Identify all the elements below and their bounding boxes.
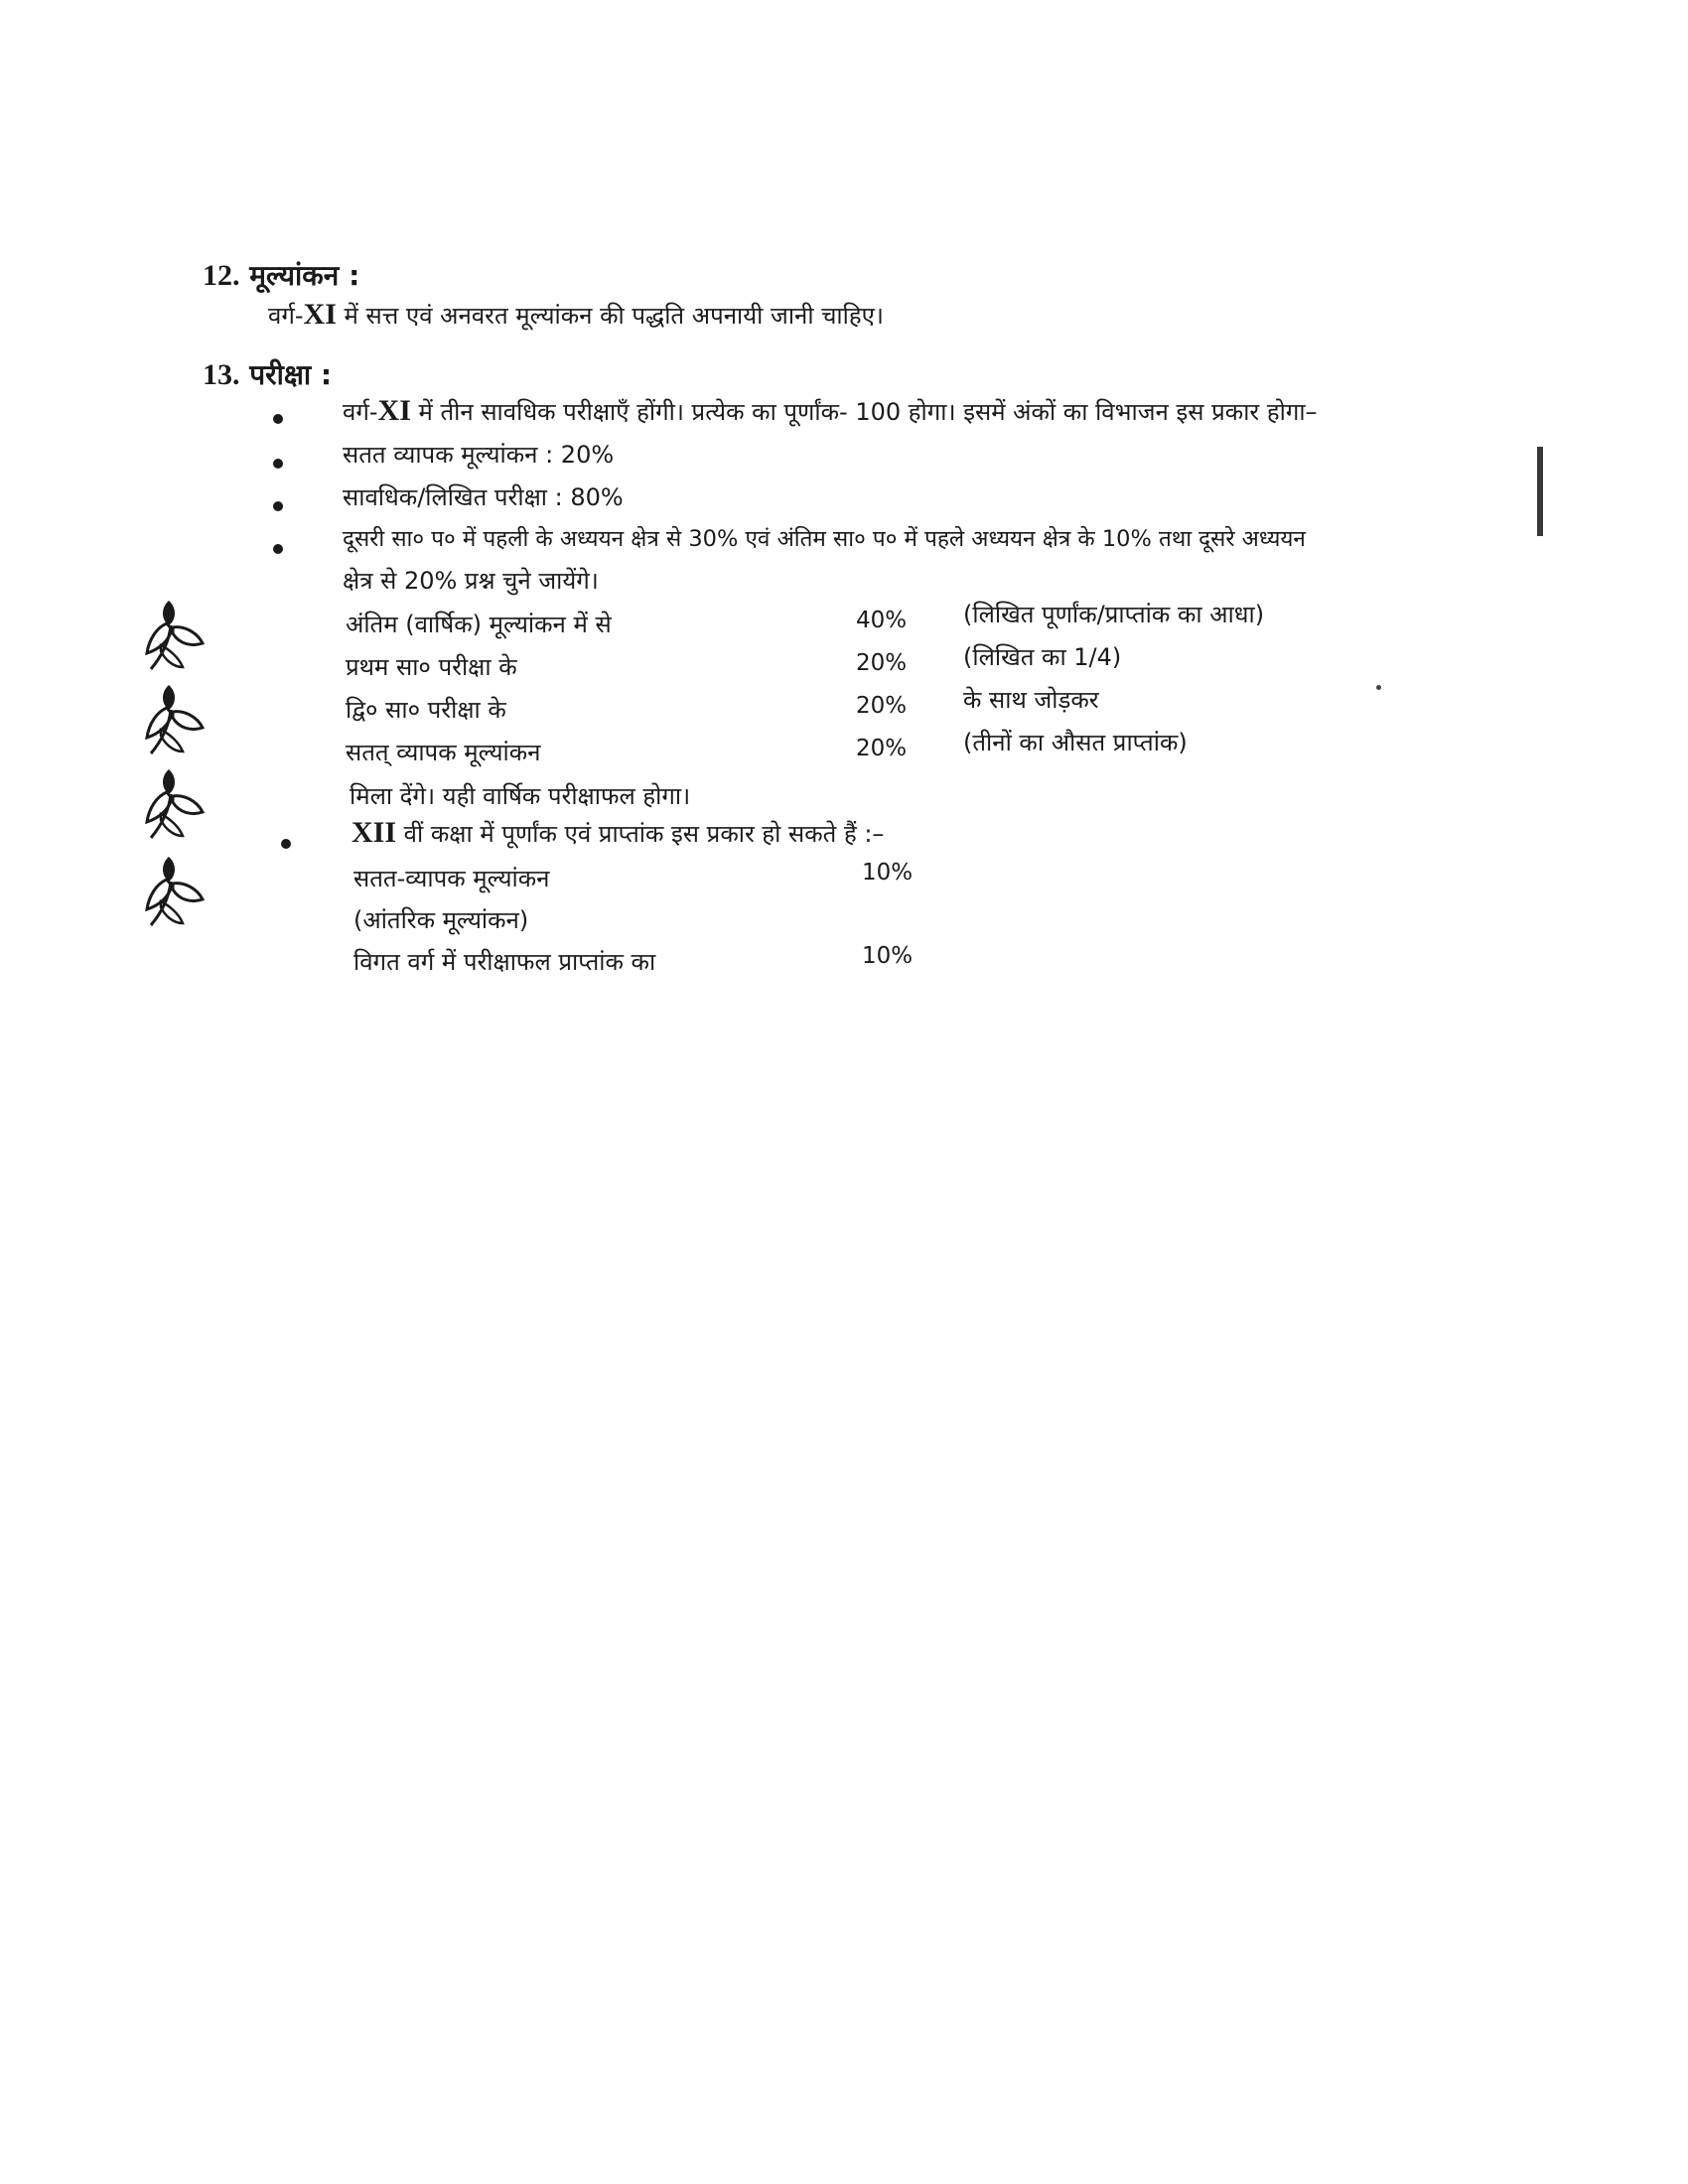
section-12-text-post: में सत्त एवं अनवरत मूल्यांकन की पद्धति अपनायी जानी चाहिए। — [336, 302, 884, 330]
table-row-1-pct: 40% — [856, 608, 908, 633]
section-12-heading — [203, 256, 359, 294]
closing-line: मिला देंगे। यही वार्षिक परीक्षाफल होगा। — [350, 782, 691, 810]
table2-row-3-pct: 10% — [862, 943, 914, 969]
table2-row-1-label: सतत-व्यापक मूल्यांकन — [353, 865, 550, 892]
table-row-3-note: के साथ जोड़कर — [963, 686, 1099, 714]
leaf-sprig-icon — [139, 680, 209, 759]
section-12-text-bold: XI — [303, 298, 337, 331]
table-row-1-note: (लिखित पूर्णांक/प्राप्तांक का आधा) — [963, 601, 1265, 628]
bullet-1-text — [343, 394, 1318, 428]
bullet-3-text: सावधिक/लिखित परीक्षा : 80% — [343, 483, 624, 511]
bullet-2 — [273, 459, 283, 469]
bullet-1-post: में तीन सावधिक परीक्षाएँ होंगी। प्रत्येक का पूर्णांक- 100 होगा। इसमें अंकों का विभाजन इस प्रकार होगा– — [410, 398, 1318, 426]
table-row-4-note: (तीनों का औसत प्राप्तांक) — [963, 729, 1188, 756]
table-row-1-label: अंतिम (वार्षिक) मूल्यांकन में से — [346, 611, 612, 638]
table2-row-1-pct: 10% — [862, 860, 914, 886]
bullet-3 — [273, 501, 283, 511]
scan-speck — [1376, 685, 1381, 690]
table-row-4-label: सतत् व्यापक मूल्यांकन — [346, 739, 541, 766]
bullet-1-pre: वर्ग- — [343, 398, 378, 426]
bullet-5-text — [352, 816, 884, 850]
section-13-number: 13. — [203, 358, 240, 391]
section-13-title: परीक्षा : — [249, 358, 333, 391]
table-row-3-label: द्वि० सा० परीक्षा के — [346, 696, 506, 724]
bullet-5-bold: XII — [352, 816, 397, 849]
section-12-title: मूल्यांकन : — [249, 259, 360, 292]
bullet-5-post: वीं कक्षा में पूर्णांक एवं प्राप्तांक इस प्रकार हो सकते हैं :– — [396, 820, 885, 848]
bullet-4-line-1: दूसरी सा० प० में पहली के अध्ययन क्षेत्र से 30% एवं अंतिम सा० प० में पहले अध्ययन क्षेत्र के 10% तथा दूसरे अध्ययन — [343, 526, 1306, 552]
table-row-2-note: (लिखित का 1/4) — [963, 643, 1122, 671]
bullet-2-text: सतत व्यापक मूल्यांकन : 20% — [343, 441, 615, 469]
table-row-2-label: प्रथम सा० परीक्षा के — [346, 653, 517, 681]
section-12-text-pre: वर्ग- — [268, 302, 304, 330]
section-12-number: 12. — [203, 259, 240, 292]
leaf-sprig-icon — [139, 764, 209, 844]
bullet-1 — [273, 414, 283, 424]
table-row-4-pct: 20% — [856, 736, 908, 761]
scan-edge-mark — [1537, 447, 1543, 536]
bullet-5 — [281, 839, 291, 849]
leaf-sprig-icon — [139, 852, 209, 931]
bullet-1-bold: XI — [377, 394, 411, 427]
table2-row-3-label: विगत वर्ग में परीक्षाफल प्राप्तांक का — [353, 948, 656, 976]
section-12-text — [268, 298, 884, 332]
bullet-4 — [273, 544, 283, 554]
bullet-4-line-2: क्षेत्र से 20% प्रश्न चुने जायेंगे। — [343, 567, 599, 595]
table-row-3-pct: 20% — [856, 693, 908, 719]
leaf-sprig-icon — [139, 596, 209, 675]
table2-row-2-label: (आंतरिक मूल्यांकन) — [353, 906, 529, 934]
table-row-2-pct: 20% — [856, 650, 908, 676]
section-13-heading — [203, 355, 332, 393]
